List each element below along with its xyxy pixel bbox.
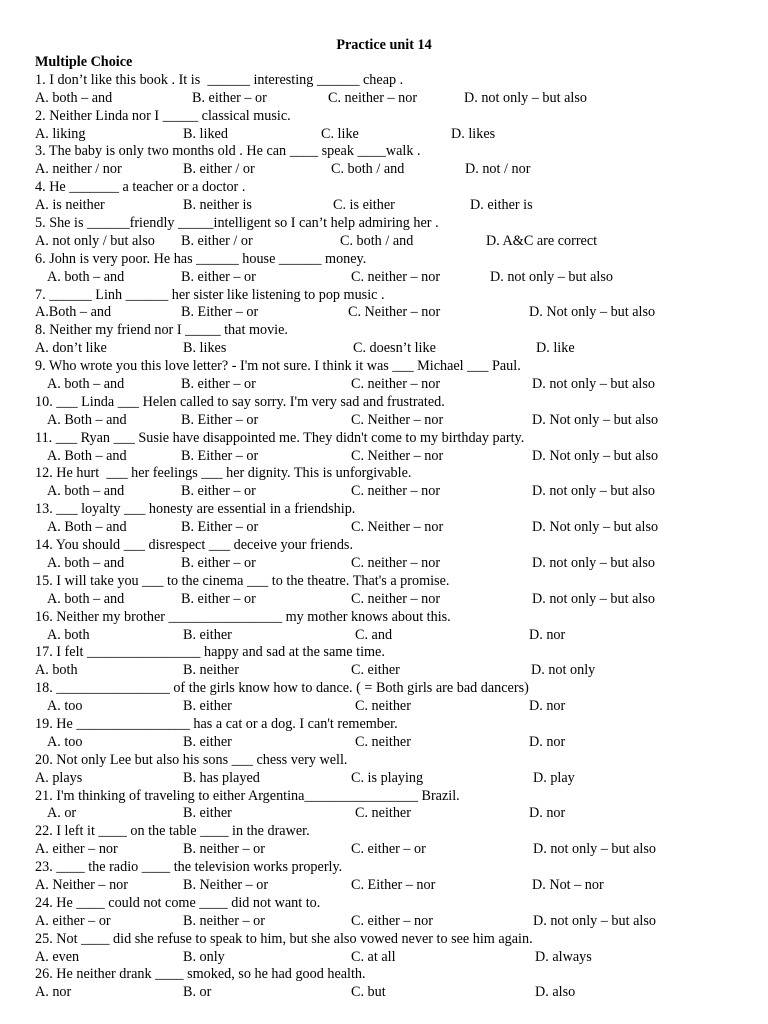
question-16-options	[35, 627, 735, 645]
question-4-options	[35, 197, 735, 215]
option-d[interactable]: D. also	[535, 984, 576, 1001]
question-22-text: 22. I left it ____ on the table ____ in the drawer.	[35, 823, 310, 840]
question-10-options	[35, 412, 735, 430]
option-b[interactable]: B. either / or	[183, 161, 255, 178]
option-d[interactable]: D. nor	[529, 805, 566, 822]
option-c[interactable]: C. both / and	[331, 161, 405, 178]
option-c[interactable]: C. neither – nor	[351, 376, 441, 393]
option-a[interactable]: A. is neither	[35, 197, 105, 214]
option-a[interactable]: A. liking	[35, 125, 86, 142]
question-8-text: 8. Neither my friend nor I _____ that movie.	[35, 322, 288, 339]
question-19-options	[35, 734, 735, 752]
option-c[interactable]: C. Neither – nor	[351, 447, 444, 464]
option-d[interactable]: D. likes	[451, 125, 496, 142]
option-c[interactable]: C. both / and	[340, 232, 414, 249]
option-b[interactable]: B. either – or	[181, 483, 256, 500]
question-4-text: 4. He _______ a teacher or a doctor .	[35, 179, 246, 196]
option-a[interactable]: A. both – and	[47, 268, 125, 285]
question-26-options	[35, 984, 735, 1002]
option-c[interactable]: C. either – nor	[351, 912, 433, 929]
option-b[interactable]: B. neither is	[183, 197, 252, 214]
option-b[interactable]: B. either – or	[192, 89, 267, 106]
option-d[interactable]: D. A&C are correct	[486, 232, 598, 249]
question-13-options	[35, 519, 735, 537]
question-16-text: 16. Neither my brother ________________ my mother knows about this.	[35, 608, 451, 625]
question-25-text: 25. Not ____ did she refuse to speak to him, but she also vowed never to see him again.	[35, 930, 533, 947]
option-a[interactable]: A. both – and	[35, 89, 113, 106]
option-b[interactable]: B. either	[183, 698, 232, 715]
option-d[interactable]: D. Not only – but also	[532, 519, 659, 536]
question-3-text: 3. The baby is only two months old . He can ____ speak ____walk .	[35, 143, 421, 160]
option-c[interactable]: C. at all	[351, 948, 396, 965]
question-2-text: 2. Neither Linda nor I _____ classical music.	[35, 107, 291, 124]
option-a[interactable]: A. either – or	[35, 912, 111, 929]
question-17-options	[35, 662, 735, 680]
worksheet	[35, 36, 735, 1002]
option-c[interactable]: C. Either – nor	[351, 876, 436, 893]
question-1-text: 1. I don’t like this book . It is ______ interesting ______ cheap .	[35, 71, 404, 88]
option-b[interactable]: B. either – or	[181, 554, 256, 571]
option-d[interactable]: D. not only – but also	[533, 841, 656, 858]
question-13-text: 13. ___ loyalty ___ honesty are essential in a friendship.	[35, 501, 356, 518]
question-14-text: 14. You should ___ disrespect ___ deceive your friends.	[35, 537, 353, 554]
option-a[interactable]: A. both – and	[47, 590, 125, 607]
question-11-options	[35, 448, 735, 466]
option-b[interactable]: B. liked	[183, 125, 228, 142]
option-b[interactable]: B. either	[183, 626, 232, 643]
option-d[interactable]: D. not only – but also	[532, 590, 655, 607]
question-21-text: 21. I'm thinking of traveling to either Argentina________________ Brazil.	[35, 787, 460, 804]
question-5-options	[35, 233, 735, 251]
option-d[interactable]: D. like	[536, 340, 575, 357]
question-11-text: 11. ___ Ryan ___ Susie have disappointed me. They didn't come to my birthday party.	[35, 429, 525, 446]
option-c[interactable]: C. either	[351, 662, 400, 679]
option-b[interactable]: B. likes	[183, 340, 227, 357]
option-c[interactable]: C. neither	[355, 805, 411, 822]
option-b[interactable]: B. either	[183, 733, 232, 750]
page-title: Practice unit 14	[336, 37, 432, 53]
question-23-options	[35, 877, 735, 895]
option-a[interactable]: A. or	[47, 805, 77, 822]
question-12-options	[35, 483, 735, 501]
option-b[interactable]: B. neither	[183, 662, 239, 679]
option-a[interactable]: A. Neither – nor	[35, 876, 128, 893]
question-24-options	[35, 913, 735, 931]
question-22-options	[35, 841, 735, 859]
question-6-options	[35, 269, 735, 287]
option-c[interactable]: C. neither	[355, 733, 411, 750]
option-a[interactable]: A. Both – and	[47, 519, 127, 536]
question-19-text: 19. He ________________ has a cat or a dog. I can't remember.	[35, 715, 398, 732]
option-d[interactable]: D. Not – nor	[532, 876, 604, 893]
option-d[interactable]: D. nor	[529, 626, 566, 643]
question-14-options	[35, 555, 735, 573]
question-20-options	[35, 770, 735, 788]
option-b[interactable]: B. either – or	[181, 268, 256, 285]
question-6-text: 6. John is very poor. He has ______ house ______ money.	[35, 250, 367, 267]
option-b[interactable]: B. either – or	[181, 590, 256, 607]
option-b[interactable]: B. or	[183, 984, 212, 1001]
option-d[interactable]: D. play	[533, 769, 575, 786]
question-20-text: 20. Not only Lee but also his sons ___ chess very well.	[35, 751, 348, 768]
option-a[interactable]: A. nor	[35, 984, 72, 1001]
option-d[interactable]: D. not only	[531, 662, 596, 679]
option-a[interactable]: A. Both – and	[47, 447, 127, 464]
option-d[interactable]: D. Not only – but also	[532, 411, 659, 428]
question-9-options	[35, 376, 735, 394]
option-d[interactable]: D. either is	[470, 197, 533, 214]
option-b[interactable]: B. Either – or	[181, 447, 259, 464]
option-c[interactable]: C. Neither – nor	[351, 411, 444, 428]
option-b[interactable]: B. neither – or	[183, 841, 265, 858]
option-a[interactable]: A. both – and	[47, 376, 125, 393]
question-7-options	[35, 304, 735, 322]
option-c[interactable]: C. neither – nor	[351, 590, 441, 607]
option-a[interactable]: A. both – and	[47, 483, 125, 500]
option-b[interactable]: B. Either – or	[181, 304, 259, 321]
option-d[interactable]: D. not only – but also	[533, 912, 656, 929]
question-18-options	[35, 698, 735, 716]
option-d[interactable]: D. always	[535, 948, 592, 965]
option-c[interactable]: C. neither – nor	[351, 268, 441, 285]
option-c[interactable]: C. like	[321, 125, 359, 142]
option-b[interactable]: B. has played	[183, 769, 260, 786]
question-1-options	[35, 90, 735, 108]
option-a[interactable]: A. both	[47, 626, 90, 643]
question-26-text: 26. He neither drank ____ smoked, so he had good health.	[35, 966, 366, 983]
option-c[interactable]: C. is either	[333, 197, 395, 214]
question-17-text: 17. I felt ________________ happy and sad at the same time.	[35, 644, 385, 661]
option-a[interactable]: A. Both – and	[47, 411, 127, 428]
option-d[interactable]: D. nor	[529, 698, 566, 715]
option-b[interactable]: B. either – or	[181, 376, 256, 393]
option-a[interactable]: A. too	[47, 733, 83, 750]
question-7-text: 7. ______ Linh ______ her sister like listening to pop music .	[35, 286, 385, 303]
question-18-text: 18. ________________ of the girls know how to dance. ( = Both girls are bad dancers)	[35, 680, 529, 697]
option-a[interactable]: A. not only / but also	[35, 232, 155, 249]
option-d[interactable]: D. not only – but also	[532, 376, 655, 393]
option-c[interactable]: C. is playing	[351, 769, 424, 786]
question-2-options	[35, 126, 735, 144]
option-b[interactable]: B. neither – or	[183, 912, 265, 929]
question-8-options	[35, 340, 735, 358]
option-d[interactable]: D. not / nor	[465, 161, 531, 178]
question-10-text: 10. ___ Linda ___ Helen called to say sorry. I'm very sad and frustrated.	[35, 393, 445, 410]
option-c[interactable]: C. neither – nor	[328, 89, 418, 106]
option-a[interactable]: A. even	[35, 948, 80, 965]
question-21-options	[35, 805, 735, 823]
option-a[interactable]: A. neither / nor	[35, 161, 122, 178]
question-15-text: 15. I will take you ___ to the cinema ___ to the theatre. That's a promise.	[35, 572, 450, 589]
option-b[interactable]: B. Neither – or	[183, 876, 269, 893]
option-c[interactable]: C. but	[351, 984, 386, 1001]
option-c[interactable]: C. either – or	[351, 841, 426, 858]
question-3-options	[35, 161, 735, 179]
question-15-options	[35, 591, 735, 609]
option-a[interactable]: A. both	[35, 662, 78, 679]
option-c[interactable]: C. and	[355, 626, 393, 643]
option-d[interactable]: D. not only – but also	[464, 89, 587, 106]
option-b[interactable]: B. only	[183, 948, 225, 965]
option-d[interactable]: D. not only – but also	[532, 554, 655, 571]
question-9-text: 9. Who wrote you this love letter? - I'm not sure. I think it was ___ Michael ___ Paul.	[35, 358, 521, 375]
option-c[interactable]: C. neither – nor	[351, 554, 441, 571]
option-a[interactable]: A. either – nor	[35, 841, 118, 858]
question-24-text: 24. He ____ could not come ____ did not want to.	[35, 894, 321, 911]
question-23-text: 23. ____ the radio ____ the television works properly.	[35, 859, 343, 876]
option-d[interactable]: D. Not only – but also	[529, 304, 656, 321]
option-a[interactable]: A. plays	[35, 769, 83, 786]
option-c[interactable]: C. doesn’t like	[353, 340, 436, 357]
question-25-options	[35, 949, 735, 967]
option-d[interactable]: D. not only – but also	[490, 268, 613, 285]
option-c[interactable]: C. neither – nor	[351, 483, 441, 500]
question-12-text: 12. He hurt ___ her feelings ___ her dignity. This is unforgivable.	[35, 465, 412, 482]
option-a[interactable]: A. both – and	[47, 554, 125, 571]
option-b[interactable]: B. Either – or	[181, 411, 259, 428]
option-a[interactable]: A. too	[47, 698, 83, 715]
option-b[interactable]: B. either / or	[181, 232, 253, 249]
option-a[interactable]: A.Both – and	[35, 304, 112, 321]
option-c[interactable]: C. neither	[355, 698, 411, 715]
option-c[interactable]: C. Neither – nor	[348, 304, 441, 321]
question-5-text: 5. She is ______friendly _____intelligent so I can’t help admiring her .	[35, 215, 439, 232]
option-b[interactable]: B. either	[183, 805, 232, 822]
option-a[interactable]: A. don’t like	[35, 340, 107, 357]
option-d[interactable]: D. not only – but also	[532, 483, 655, 500]
section-heading: Multiple Choice	[35, 54, 133, 70]
option-b[interactable]: B. Either – or	[181, 519, 259, 536]
question-list	[35, 72, 735, 1002]
option-d[interactable]: D. nor	[529, 733, 566, 750]
option-c[interactable]: C. Neither – nor	[351, 519, 444, 536]
option-d[interactable]: D. Not only – but also	[532, 447, 659, 464]
